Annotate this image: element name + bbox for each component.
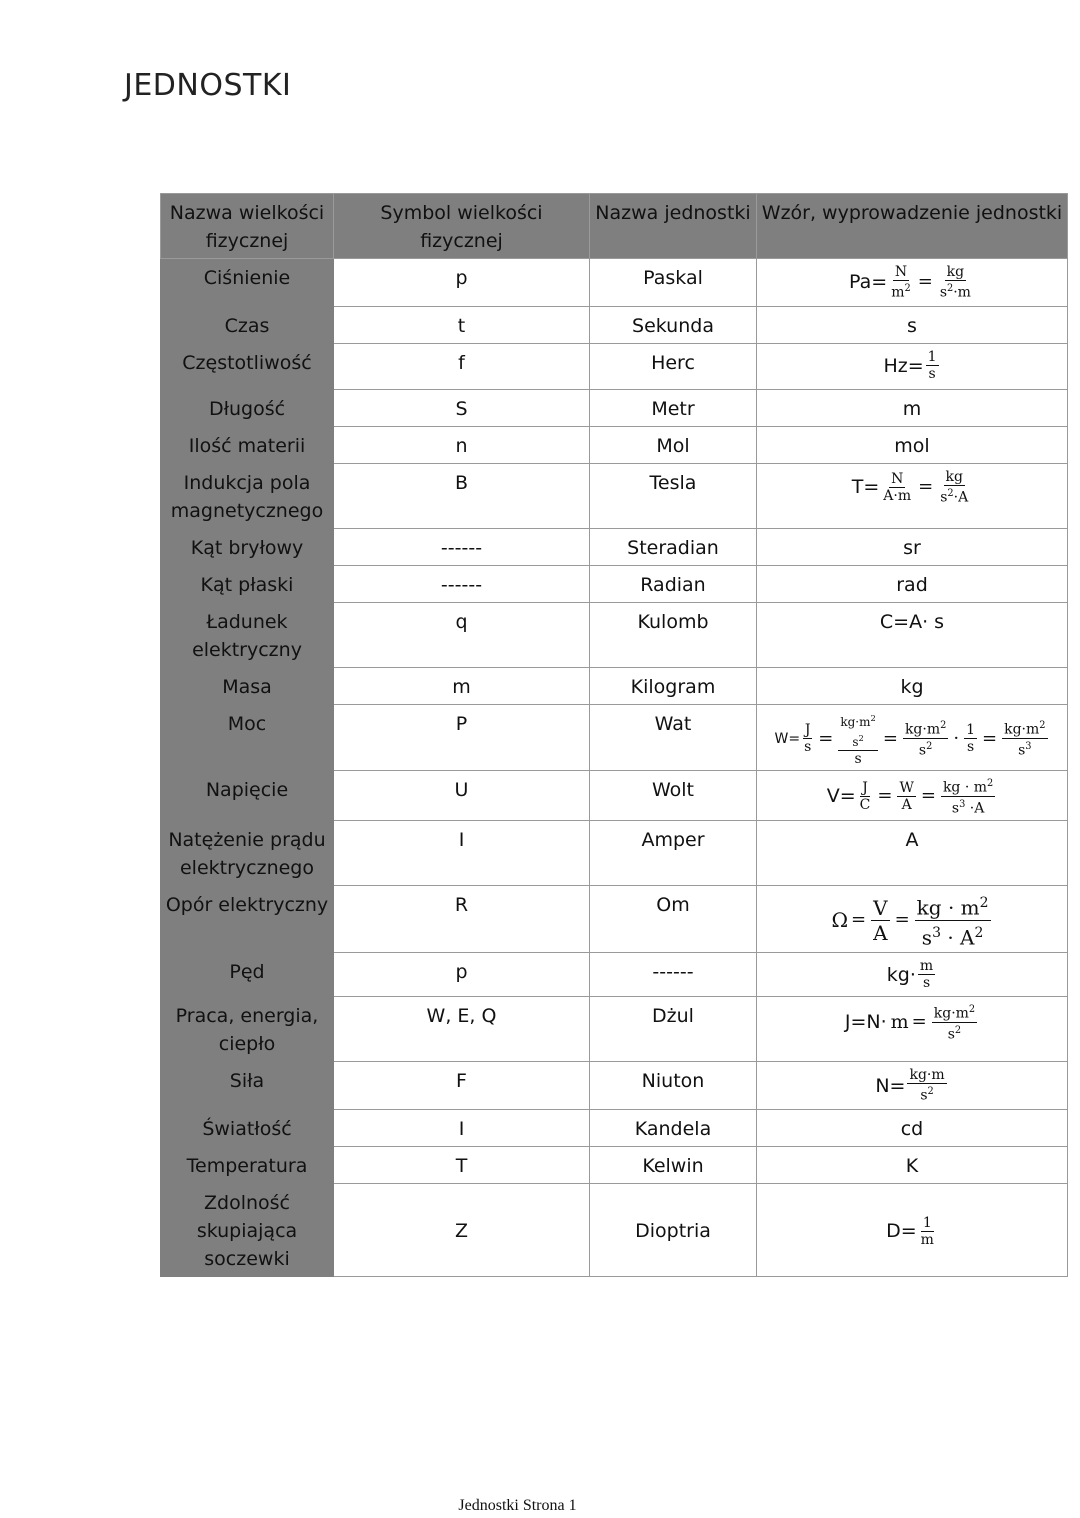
quantity-symbol: W, E, Q <box>334 997 590 1062</box>
table-row <box>161 821 1068 886</box>
quantity-symbol: ------ <box>334 529 590 566</box>
quantity-symbol: I <box>334 821 590 886</box>
quantity-symbol: S <box>334 390 590 427</box>
unit-name: Kilogram <box>590 668 757 705</box>
table-header-row <box>161 194 1068 259</box>
quantity-name: Czas <box>161 307 334 344</box>
header-unit-formula: Wzór, wyprowadzenie jednostki <box>757 194 1068 259</box>
table-row <box>161 705 1068 771</box>
unit-name: Wat <box>590 705 757 771</box>
quantity-symbol: U <box>334 771 590 821</box>
table-row <box>161 886 1068 953</box>
unit-formula: D= $\frac{1}{m}$ <box>757 1184 1068 1277</box>
unit-formula: sr <box>757 529 1068 566</box>
quantity-name: Częstotliwość <box>161 344 334 390</box>
table-row <box>161 1062 1068 1110</box>
unit-name: Sekunda <box>590 307 757 344</box>
unit-formula: kg <box>757 668 1068 705</box>
quantity-name: Siła <box>161 1062 334 1110</box>
quantity-symbol: n <box>334 427 590 464</box>
page-footer: Jednostki Strona 1 <box>458 1497 577 1514</box>
unit-formula: s <box>757 307 1068 344</box>
unit-formula: J=N· m = $\frac{kg\cdot m^2}{s^2}$ <box>757 997 1068 1062</box>
table-row <box>161 307 1068 344</box>
unit-name: Kandela <box>590 1110 757 1147</box>
header-unit-name: Nazwa jednostki <box>590 194 757 259</box>
unit-formula: kg· $\frac{m}{s}$ <box>757 953 1068 997</box>
quantity-name: Światłość <box>161 1110 334 1147</box>
quantity-name: Ładunek elektryczny <box>161 603 334 668</box>
table-row <box>161 1147 1068 1184</box>
quantity-name: Ciśnienie <box>161 259 334 307</box>
unit-name: Kulomb <box>590 603 757 668</box>
quantity-name: Masa <box>161 668 334 705</box>
unit-formula: C=A· s <box>757 603 1068 668</box>
unit-formula: V= $\frac{J}{C}$ = $\frac{W}{A}$ = $\frac{kg \cdot m^2}{s^3 \cdot A}$ <box>757 771 1068 821</box>
quantity-name: Pęd <box>161 953 334 997</box>
quantity-symbol: F <box>334 1062 590 1110</box>
header-quantity-symbol: Symbol wielkości fizycznej <box>334 194 590 259</box>
quantity-symbol: t <box>334 307 590 344</box>
unit-formula: Ω = $\frac{V}{A}$ = $\frac{kg \cdot m^2}{s^3 \cdot A^2}$ <box>757 886 1068 953</box>
quantity-symbol: q <box>334 603 590 668</box>
unit-formula: mol <box>757 427 1068 464</box>
table-row <box>161 603 1068 668</box>
unit-name: Mol <box>590 427 757 464</box>
unit-name: Kelwin <box>590 1147 757 1184</box>
quantity-name: Długość <box>161 390 334 427</box>
quantity-symbol: B <box>334 464 590 529</box>
table-row <box>161 566 1068 603</box>
unit-name: Paskal <box>590 259 757 307</box>
quantity-symbol: f <box>334 344 590 390</box>
header-quantity-name: Nazwa wielkości fizycznej <box>161 194 334 259</box>
quantity-name: Zdolność skupiająca soczewki <box>161 1184 334 1277</box>
quantity-name: Indukcja pola magnetycznego <box>161 464 334 529</box>
quantity-symbol: Z <box>334 1184 590 1277</box>
unit-formula: K <box>757 1147 1068 1184</box>
unit-name: Radian <box>590 566 757 603</box>
table-row <box>161 771 1068 821</box>
table-row <box>161 1184 1068 1277</box>
unit-formula: W= $\frac{J}{s}$ = $kg\cdot m^2$ $s^2$ s = $\frac{kg\cdot m^2}{s^2}$ · $\frac{1}{s}$ = $\frac{kg\cdot m^2}{s^3}$ <box>757 705 1068 771</box>
unit-name: Metr <box>590 390 757 427</box>
table-row <box>161 259 1068 307</box>
table-row <box>161 427 1068 464</box>
units-table <box>160 193 1068 1277</box>
unit-formula: Hz= $\frac{1}{s}$ <box>757 344 1068 390</box>
unit-name: Wolt <box>590 771 757 821</box>
quantity-name: Kąt bryłowy <box>161 529 334 566</box>
unit-formula: T= $\frac{N}{A\cdot m}$ = $\frac{kg}{s^2\cdot A}$ <box>757 464 1068 529</box>
table-row <box>161 529 1068 566</box>
quantity-name: Ilość materii <box>161 427 334 464</box>
table-row <box>161 1110 1068 1147</box>
unit-name: Niuton <box>590 1062 757 1110</box>
table-row <box>161 668 1068 705</box>
unit-name: Amper <box>590 821 757 886</box>
unit-name: Dioptria <box>590 1184 757 1277</box>
quantity-symbol: p <box>334 953 590 997</box>
quantity-symbol: m <box>334 668 590 705</box>
quantity-name: Moc <box>161 705 334 771</box>
unit-formula: cd <box>757 1110 1068 1147</box>
quantity-name: Kąt płaski <box>161 566 334 603</box>
table-row <box>161 344 1068 390</box>
quantity-symbol: p <box>334 259 590 307</box>
unit-formula: m <box>757 390 1068 427</box>
unit-name: Om <box>590 886 757 953</box>
table-row <box>161 390 1068 427</box>
page-title: JEDNOSTKI <box>124 68 292 103</box>
unit-formula: Pa= $\frac{N}{m^2}$ = $\frac{kg}{s^2\cdot m}$ <box>757 259 1068 307</box>
quantity-name: Natężenie prądu elektrycznego <box>161 821 334 886</box>
unit-formula: N= $\frac{kg\cdot m}{s^2}$ <box>757 1062 1068 1110</box>
unit-name: ------ <box>590 953 757 997</box>
unit-formula: A <box>757 821 1068 886</box>
unit-name: Tesla <box>590 464 757 529</box>
table-row <box>161 997 1068 1062</box>
quantity-name: Praca, energia, ciepło <box>161 997 334 1062</box>
quantity-name: Napięcie <box>161 771 334 821</box>
unit-name: Herc <box>590 344 757 390</box>
quantity-symbol: P <box>334 705 590 771</box>
quantity-symbol: I <box>334 1110 590 1147</box>
table-row <box>161 464 1068 529</box>
quantity-name: Opór elektryczny <box>161 886 334 953</box>
unit-name: Steradian <box>590 529 757 566</box>
quantity-symbol: T <box>334 1147 590 1184</box>
table-row <box>161 953 1068 997</box>
unit-name: Dżul <box>590 997 757 1062</box>
quantity-symbol: ------ <box>334 566 590 603</box>
quantity-name: Temperatura <box>161 1147 334 1184</box>
quantity-symbol: R <box>334 886 590 953</box>
unit-formula: rad <box>757 566 1068 603</box>
